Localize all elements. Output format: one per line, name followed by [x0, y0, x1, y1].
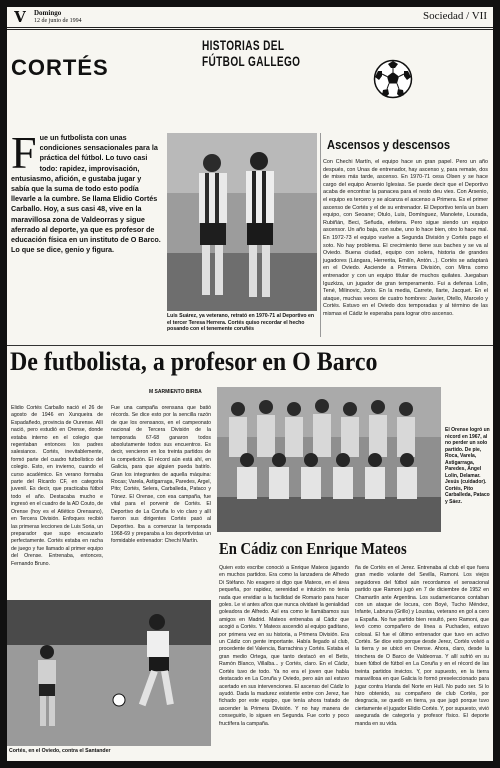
main-headline: De futbolista, a profesor en O Barco — [10, 347, 378, 376]
subheading-ascensos: Ascensos y descensos — [327, 137, 451, 152]
lede-paragraph — [11, 127, 161, 255]
lede-text: ue un futbolista con unas condiciones sensacionales para la práctica del fútbol. Lo tuvo casi todo: rapidez, improvisación, entusiasmo, afición, e gustaba jugar y sabía que la suma de todo esto podía llevarle a la cumbre. Se llama Elidio Cortés Carballo. Hoy, a sus casi 48, vive en la maravillosa zona de Valdeorras y sigue aferrado al deporte, ya que es profesor de educación física en un instituto de O Barco. Lo que se dice, genio y figura. — [11, 133, 161, 255]
masthead-rule-2 — [7, 29, 493, 30]
column-divider — [320, 133, 321, 337]
body-column-3: Quien esto escribe conoció a Enrique Mateos jugando en muchos partidos. Era como la lanzadera de Alfredo Di Stéfano. No exagero si digo que Mateos, en el área pequeña, por rapidez, serenidad e intuición no tenía nada que envidiar a la facilidad de Romario para hacer goles. Le vi antes años que nunca olvidaré la genialidad goleadora de Alfredo. Así era como le llamábamos sus amigos en Madrid. Mateos entrenaba al Cádiz que acogió a Cortés. Y Mateos ascendió al equipo gaditano, por primera vez en su historia, a Primera División. Era un Cádiz con gente importante. Había llegado al club, procedente del Valencia, Barrachina y Cortés. Estaba el gran medio Ortega, que tanto destacó en el Betis, Ramón Blanco, Villalba... y Cortés, claro. En el Cádiz, Cortés tuvo de todo. Ya no era el joven que había destacado en La Coruña y Oviedo, pero aún así estuvo acertado en sus intervenciones. El ascenso del Cádiz lo ayudó. Dada la madurez existente entre con Jerez, fue fichado por este equipo, que tenía ahora tratado de ascender la Primera División. Y no hay manera de conseguirlo, lo siguen en Segunda. Fue corto y poco fructífera la campaña. — [219, 565, 349, 727]
player-name-title: CORTÉS — [11, 55, 109, 80]
photo-players-posing — [167, 133, 317, 311]
series-title — [202, 37, 301, 69]
soccer-ball-icon — [373, 59, 413, 99]
newspaper-logo: V — [14, 8, 26, 26]
series-title-line-2: FÚTBOL GALLEGO — [202, 53, 301, 69]
body-column-2: Fue una campaña orensana que batió récords. Se dice esto por la sencilla razón de que los orensanos, en el campeonato nacional de Tercera División de la temporada 67-68 ganaron todos absolutamente todos sus encuentros. Es decir, vencieron en los treinta partidos de la competición. El récord aún está ahí, en Galicia, para que alguien pueda batirlo. Gran los integrantes de aquella máquina: Rocas; Varela, Astigarraga, Paredes, Argel, Pito; Cortés, Selera, Carballeda, Pataco y Túnez. El Orense, con esa campaña, fue vital para el porvenir de Cortés. El Deportivo de La Coruña lo vio claro y allí fueron sus dirigentes Cortés pasó al Deportivo. Iba a comenzar la temporada 1968-69 y preparaba a los deportivistas un formidable entrenador: Chechi Martín. — [111, 405, 211, 545]
masthead-rule — [7, 27, 493, 28]
newspaper-page — [7, 7, 493, 761]
subheading-ascensos-body: Con Chechi Martín, el equipo hace un gran papel. Pero un año después, con Unas de entrenador, hay ascenso y, para remate, dos de mises más tarde, ascenso. En 1970-71 cesa Olsen y se hace cargo del equipo Arsenio Iglesias. Se puede decir que el Deportivo acaba de encontrar la panacea para el resto deu vies. Con Arsenio, el equipo es tercero y se alcanza el ascenso a Primera. Es el primer ascenso de Cortés y el de su entrenador. El Deportivo tenía un buen equipo, con Seoane; Otulo, Luis, Domínguez, Manolete, Lourada, Rubiñán, Beci, Señuda, efeitera. Pero sigue siendo un equipo ascensor. Un año baja, con sube, uno lo hace bien, otro lo hace mal. En 1972-73 el equipo vuelve a Segunda División y Cortés pago el soto. No hay problema. El crecimiento tiene sus baches y se va al Oviedo. Buena ciudad, equipo con solera, historia de grandes jugadores (Lángara, Herrerita, Emilín, Antón...). Cortés se adaptará en el Oviedo. Asciende a Primera División, con Mirra como entrenador y con un equipo titular de muchos quilates. Juegaban Iguzkiza, un jugador de gran temperamento. Fui a defensa Lolin, Tené, Milinovic, Jorio. En la media, Carrete, Ilarte, Jacquet. En el ataque, muchas veces de cuatro hombres: Javier, Otello, Marcelo y Cortés. Estuvo en el Oviedo dos temporadas y al término de las mismas el Cádiz le esperaba para lograr otro ascenso. — [323, 159, 488, 317]
body-column-4: ña de Cortés en el Jerez. Entrenaba al club el que fuera gran medio volante del Sevilla, Ramoni. Los viejos seguidores del fútbol aún recordamos el sensacional partido que Ramoni jugó en 7 de diciembre de 1952 en Chamartín ante Argentina. Los sudamericanos contaban con un ataque de locura, con Boyé, Tucho Méndez, Infante, Labruna (Grillo) y Loustau, veterano en gol a cero a España. No fue partido bien resultó, pero Ramoni, que levó como compañero de línea a Puchades, estuvo colosal. El fue el último entrenador que tuvo en activo Cortés. Se dice esto porque desde Jerez, Cortés volvió a la tierra y se ubicó en Orense. Ahora, claro, desde la trinchera de O Barco de Valdeorras. Y allí sufrió en su buen fútbol de fútbol en La Coruña y en el récord de las treinta partidos invictos. Y, por supuesto, en la tierra maravillosa en que Galicia lo formó preseleccionado para jugar contra Irlanda del Norte en Hull. No pudo ser. Si lo hizo obtenido, su compañero de club Cortés, por desgracia, se quedó en tierra, ya que jugó porque tuvo ciertamente el jugador Elidio Cortés. Y, por supuesto, vivió asegurada de categoría y profesor físico. El deporte manda en su vida. — [355, 565, 489, 727]
series-title-line-1: HISTORIAS DEL — [202, 37, 285, 53]
section-label: Sociedad / VII — [423, 10, 487, 22]
byline: M SARMIENTO BIRBA — [149, 389, 202, 395]
masthead-date: 12 de junio de 1994 — [34, 18, 82, 24]
section-rule — [7, 345, 493, 346]
drop-cap: F — [11, 127, 37, 178]
photo-caption-2: El Orense logró un récord en 1967, al no perder un solo partido. De pie, Roca, Varela, Astigarraga, Paredes, Ángel Lolin, Delamar. Jesús (cuidador). Cortés, Pito Carballeda, Pataco y Sáez. — [445, 427, 490, 505]
body-column-1: Elidio Cortés Carballo nació el 26 de agosto de 1946 en Xunqueira de Espadañedo, provincia de Ourense. Allí nació, pero estudió en Orense, donde estaba interno en el colegio que regentaban entonces los padres salesianos. Cortés, inevitablemente, formó parte del cuadro futbolístico del colegio. Esto, en invierno, cuando el curso académico. En verano formaba parte del Ricardo CF, en categoría juvenil. Es decir, que practicaba fútbol todo el año. Destacaba mucho e ingresó en el cuadro de la AD Couto, de Orense (hoy es el Atlético Orensano), en Tercera División. Enfoques recibió las primeras lecciones de Luis Soria, un preparador que supo encauzarlo perfectamente. Cortés estaba en racha de juego y fue llamado al primer equipo del Orense. Entrenaba, entonces, Fernando Bruno. — [11, 405, 103, 567]
photo-caption-3: Cortés, en el Oviedo, contra el Santander — [9, 748, 111, 754]
photo-team-group — [217, 387, 441, 532]
subheading-cadiz: En Cádiz con Enrique Mateos — [219, 539, 407, 558]
photo-caption-1: Luis Suárez, ya veterano, retrató en 1970-71 al Deportivo en el tercer Teresa Herrera. Cortés quiso recordar el hecho posando con el tenemente coruñés — [167, 313, 315, 332]
photo-match-action — [7, 600, 211, 746]
masthead-day: Domingo — [34, 9, 62, 17]
